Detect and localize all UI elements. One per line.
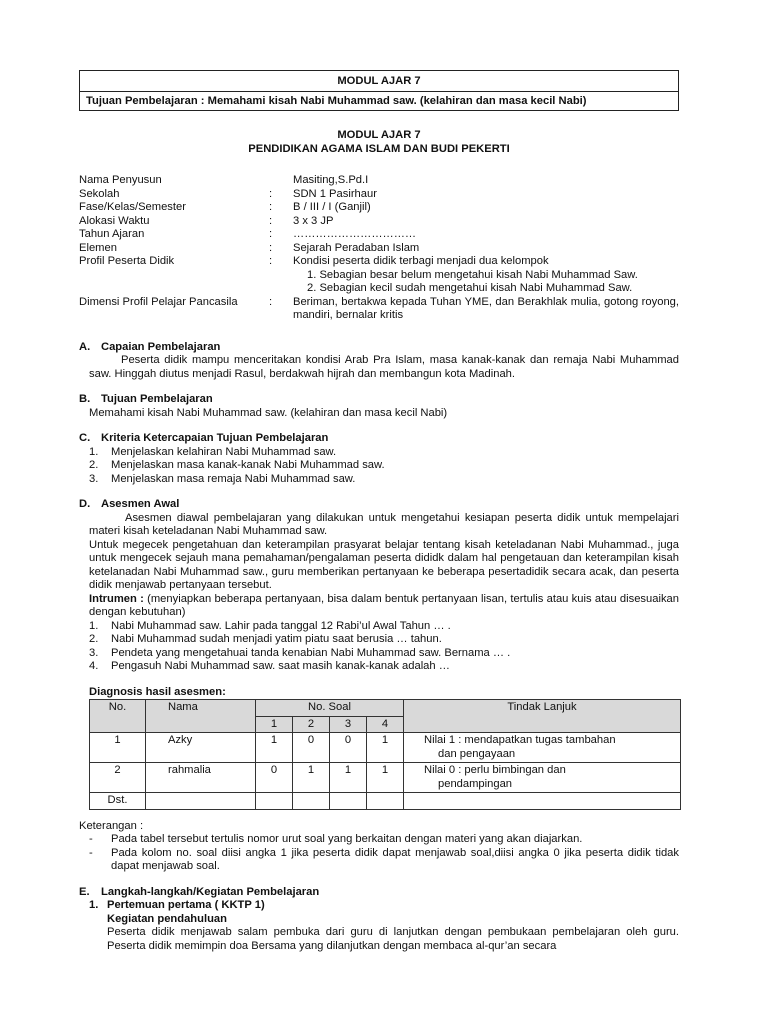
header-no: No.	[90, 700, 146, 733]
section-b-text: Memahami kisah Nabi Muhammad saw. (kelahiran dan masa kecil Nabi)	[89, 406, 448, 419]
list-item: 3. Menjelaskan masa remaja Nabi Muhammad saw.	[89, 472, 356, 485]
soal-number: 4	[367, 716, 404, 733]
list-item: 1. Nabi Muhammad saw. Lahir pada tanggal 12 Rabi’ul Awal Tahun … .	[89, 619, 451, 632]
list-item: 2. Menjelaskan masa kanak-kanak Nabi Muhammad saw.	[89, 459, 385, 471]
profil-item: 2. Sebagian kecil sudah mengetahui kisah Nabi Muhammad Saw.	[307, 282, 633, 294]
info-colon: :	[269, 214, 273, 227]
section-title: Kriteria Ketercapaian Tujuan Pembelajaran	[101, 432, 329, 444]
section-title: Tujuan Pembelajaran	[101, 393, 213, 405]
section-letter: E.	[79, 885, 90, 898]
table-header-row	[90, 700, 681, 717]
instrumen-text: (menyiapkan beberapa pertanyaan, bisa dalam bentuk pertanyaan lisan, tertulis atau kuis atau disesuaikan dengan kebutuhan)	[89, 592, 679, 618]
info-value: Sejarah Peradaban Islam	[293, 241, 420, 254]
list-item: 3. Pendeta yang mengetahuai tanda kenabian Nabi Muhammad saw. Bernama … .	[89, 646, 511, 659]
diagnosis-title: Diagnosis hasil asesmen:	[89, 685, 226, 698]
dimensi-value: Beriman, bertakwa kepada Tuhan YME, dan Berakhlak mulia, gotong royong, mandiri, bernalar kritis	[293, 295, 679, 321]
section-title: Capaian Pembelajaran	[101, 340, 221, 353]
list-item: 4. Pengasuh Nabi Muhammad saw. saat masih kanak-kanak adalah …	[89, 660, 450, 672]
doc-title-line2: PENDIDIKAN AGAMA ISLAM DAN BUDI PEKERTI	[248, 142, 510, 155]
list-item: - Pada kolom no. soal diisi angka 1 jika peserta didik dapat menjawab soal,diisi angka 0 jika peserta didik tidak dapat menjawab soal.	[89, 846, 679, 872]
list-item: 2. Nabi Muhammad sudah menjadi yatim piatu saat berusia … tahun.	[89, 633, 442, 645]
instrumen-list	[79, 620, 679, 674]
diagnosis-section	[79, 686, 679, 810]
instrumen-label: Intrumen :	[89, 592, 144, 605]
info-label: Fase/Kelas/Semester	[79, 201, 186, 213]
profil-value	[293, 255, 679, 296]
table-row: 1 Azky 1 0 0 1 Nilai 1 : mendapatkan tugas tambahan dan pengayaan	[90, 733, 681, 763]
kegiatan-heading: Kegiatan pendahuluan	[107, 912, 227, 925]
keterangan-title: Keterangan :	[79, 819, 144, 832]
info-value: ……………………………	[293, 228, 417, 240]
header-box-title: MODUL AJAR 7	[80, 71, 678, 92]
identity-table: Nama Penyusun Masiting,S.Pd.I Sekolah : SDN 1 Pasirhaur Fase/Kelas/Semester : B / III / I (Ganjil) Alokasi Waktu : 3 x 3 JP Tahun Ajaran : …………………………… Elemen : Sejarah Peradaban Islam Profil Peserta Didik : Kondisi peserta didik terbagi menjadi dua kelompok 1. Sebagian besar belum mengetahui kisah Nabi Muhammad Saw. 2. Sebagian kecil sudah mengetahui kisah Nabi Muhammad Saw. Dimensi Profil Pelajar Pancasila : Beriman, bertakwa kepada Tuhan YME, dan Berakhlak mulia, gotong royong, mandiri, bernalar kritis	[79, 174, 679, 321]
header-nama: Nama	[146, 700, 256, 733]
asesmen-paragraph-1: Asesmen diawal pembelajaran yang dilakukan untuk mengetahui kesiapan peserta didik untuk mempelajari materi kisah keteladanan Nabi Muhammad saw.	[89, 511, 679, 537]
profil-intro: Kondisi peserta didik terbagi menjadi dua kelompok	[293, 255, 549, 267]
table-row: 2 rahmalia 0 1 1 1 Nilai 0 : perlu bimbingan dan pendampingan	[90, 763, 681, 793]
section-a-text: Peserta didik mampu menceritakan kondisi Arab Pra Islam, masa kanak-kanak dan remaja Nabi Muhammad saw. Hinggah diutus menjadi Rasul, berdakwah hijrah dan membangun kota Madinah.	[89, 354, 679, 380]
section-a	[79, 341, 679, 382]
section-e	[79, 886, 679, 954]
profil-item: 1. Sebagian besar belum mengetahui kisah Nabi Muhammad Saw.	[307, 268, 638, 281]
section-title: Langkah-langkah/Kegiatan Pembelajaran	[101, 885, 320, 898]
header-no-soal: No. Soal	[256, 700, 404, 717]
info-label: Nama Penyusun	[79, 174, 162, 186]
info-label: Alokasi Waktu	[79, 214, 150, 227]
keterangan-list	[79, 833, 679, 874]
profil-label: Profil Peserta Didik	[79, 255, 175, 267]
section-title: Asesmen Awal	[101, 498, 180, 510]
asesmen-paragraph-2: Untuk megecek pengetahuan dan keterampilan prasyarat belajar tentang kisah keteladanan Nabi Muhammad., juga untuk mengecek sejauh mana pemahaman/pengalaman peserta dididk dalam hal pengetauan dan keterampilan kisah ketelanadan Nabi Muhammad saw., guru memberikan pertanyaan ke beberapa pesertadidik secara acak, dan peserta didik menjawab pertanyaan tersebut.	[89, 538, 679, 591]
info-colon: :	[269, 241, 273, 254]
diagnosis-table	[89, 699, 681, 810]
doc-title-line1: MODUL AJAR 7	[337, 129, 421, 141]
section-letter: A.	[79, 340, 91, 353]
keterangan-section	[79, 820, 679, 874]
info-label: Sekolah	[79, 187, 120, 200]
list-item: - Pada tabel tersebut tertulis nomor urut soal yang berkaitan dengan materi yang akan diajarkan.	[89, 833, 583, 845]
info-value: 3 x 3 JP	[293, 214, 334, 227]
header-tindak-lanjut: Tindak Lanjuk	[404, 700, 681, 733]
soal-number: 1	[256, 716, 293, 733]
info-colon: :	[269, 228, 273, 240]
doc-title	[79, 129, 679, 156]
section-b	[79, 393, 679, 420]
header-box	[79, 70, 679, 111]
header-box-subtitle: Tujuan Pembelajaran : Memahami kisah Nabi Muhammad saw. (kelahiran dan masa kecil Nabi)	[86, 95, 587, 107]
info-value: Masiting,S.Pd.I	[293, 174, 369, 186]
section-letter: D.	[79, 498, 91, 510]
info-label: Tahun Ajaran	[79, 228, 145, 240]
section-letter: C.	[79, 432, 91, 444]
section-c	[79, 432, 679, 486]
info-colon: :	[269, 201, 273, 213]
soal-number: 2	[293, 716, 330, 733]
list-item: 1. Menjelaskan kelahiran Nabi Muhammad saw.	[89, 445, 337, 458]
kegiatan-text: Peserta didik menjawab salam pembuka dari guru di lanjutkan dengan pembukaan pembelajaran oleh guru. Peserta didik memimpin doa Bersama yang dilanjutkan dengan membaca al-qur’an secara	[107, 926, 679, 952]
info-colon: :	[269, 187, 273, 200]
dimensi-label: Dimensi Profil Pelajar Pancasila	[79, 295, 238, 308]
table-row: Dst.	[90, 793, 681, 810]
section-d	[79, 498, 679, 674]
info-colon	[269, 174, 293, 188]
info-value: SDN 1 Pasirhaur	[293, 187, 377, 200]
info-label: Elemen	[79, 241, 117, 254]
info-value: B / III / I (Ganjil)	[293, 201, 371, 213]
section-letter: B.	[79, 393, 91, 405]
pertemuan-heading: 1. Pertemuan pertama ( KKTP 1)	[89, 899, 265, 911]
instrumen-paragraph	[79, 593, 679, 620]
soal-number: 3	[330, 716, 367, 733]
kriteria-list	[79, 446, 679, 487]
